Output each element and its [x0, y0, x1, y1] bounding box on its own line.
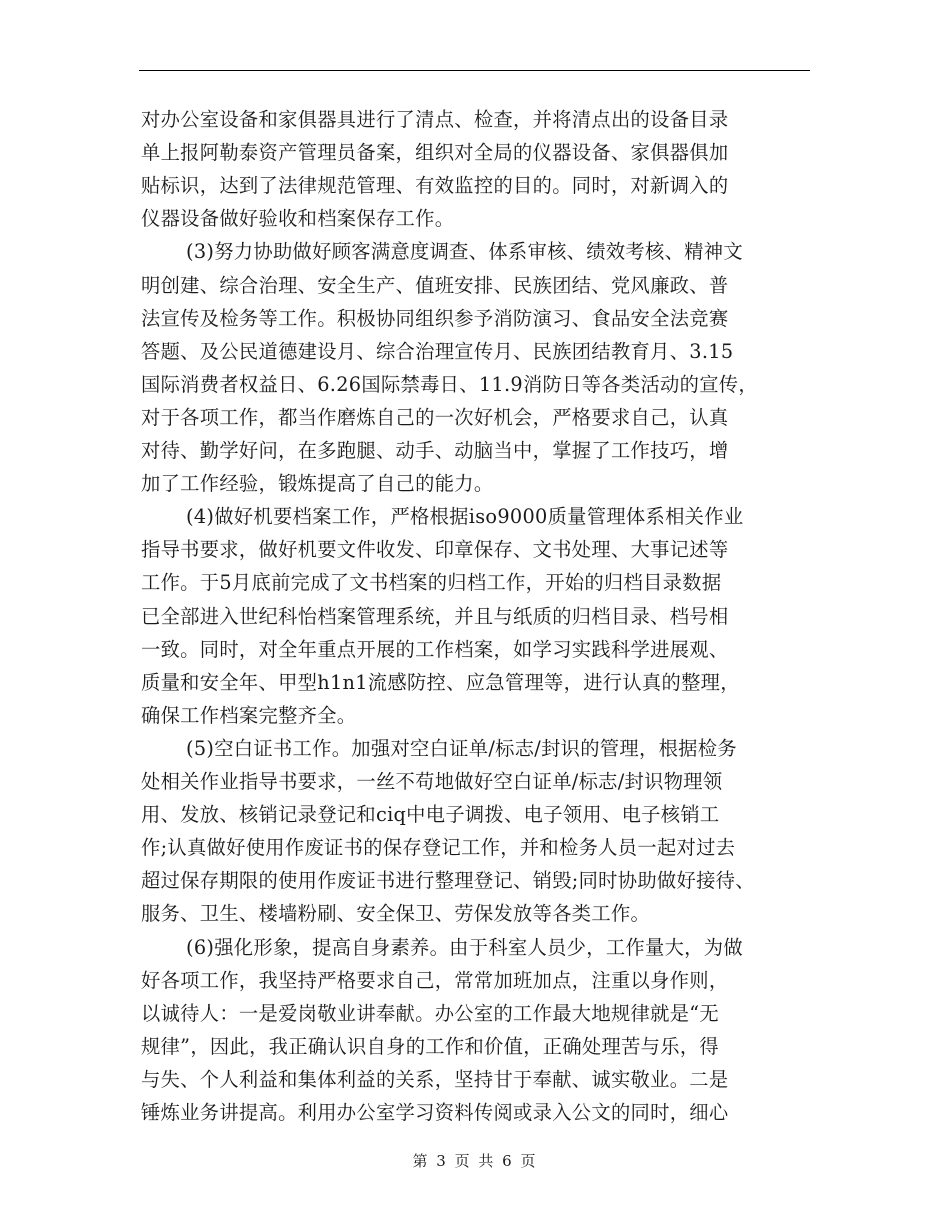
text-line: 贴标识，达到了法律规范管理、有效监控的目的。同时，对新调入的 [141, 174, 729, 198]
text-line: 加了工作经验，锻炼提高了自己的能力。 [141, 472, 494, 496]
text-line: 好各项工作，我坚持严格要求自己，常常加班加点，注重以身作则， [141, 968, 729, 992]
text-line: 对办公室设备和家俱器具进行了清点、检查，并将清点出的设备目录 [141, 108, 729, 131]
text-line: 对于各项工作，都当作磨炼自己的一次好机会，严格要求自己，认真 [141, 405, 729, 429]
text-line: 以诚待人：一是爱岗敬业讲奉献。办公室的工作最大地规律就是“无 [141, 1001, 720, 1025]
text-line: 用、发放、核销记录登记和ciq中电子调拨、电子领用、电子核销工 [141, 803, 720, 827]
text-line: 作;认真做好使用作废证书的保存登记工作，并和检务人员一起对过去 [141, 836, 736, 860]
page-number-footer: 第 3 页 共 6 页 [412, 1152, 538, 1170]
paragraph-start-line: (3)努力协助做好顾客满意度调查、体系审核、绩效考核、精神文 [186, 240, 743, 264]
paragraph-start-line: (6)强化形象，提高自身素养。由于科室人员少，工作量大，为做 [186, 935, 743, 959]
text-line: 国际消费者权益日、6.26国际禁毒日、11.9消防日等各类活动的宣传， [141, 372, 758, 396]
paragraph-start-line: (4)做好机要档案工作，严格根据iso9000质量管理体系相关作业 [186, 505, 744, 529]
text-line: 答题、及公民道德建设月、综合治理宣传月、民族团结教育月、3.15 [141, 339, 734, 363]
text-line: 质量和安全年、甲型h1n1流感防控、应急管理等，进行认真的整理， [141, 670, 740, 694]
header-rule [139, 70, 810, 71]
text-line: 指导书要求，做好机要文件收发、印章保存、文书处理、大事记述等 [141, 538, 729, 562]
text-line: 已全部进入世纪科怡档案管理系统，并且与纸质的归档目录、档号相 [141, 604, 729, 628]
text-line: 对待、勤学好问，在多跑腿、动手、动脑当中，掌握了工作技巧，增 [141, 439, 729, 462]
text-line: 服务、卫生、楼墙粉刷、安全保卫、劳保发放等各类工作。 [141, 902, 651, 926]
text-line: 一致。同时，对全年重点开展的工作档案，如学习实践科学进展观、 [141, 637, 729, 661]
text-line: 明创建、综合治理、安全生产、值班安排、民族团结、党风廉政、普 [141, 273, 729, 297]
text-line: 处相关作业指导书要求，一丝不苟地做好空白证单/标志/封识物理领 [141, 770, 723, 793]
text-line: 工作。于5月底前完成了文书档案的归档工作，开始的归档目录数据 [141, 571, 722, 595]
paragraph-start-line: (5)空白证书工作。加强对空白证单/标志/封识的管理，根据检务 [186, 736, 737, 760]
text-line: 规律”，因此，我正确认识自身的工作和价值，正确处理苦与乐，得 [141, 1034, 720, 1058]
text-line: 单上报阿勒泰资产管理员备案，组织对全局的仪器设备、家俱器俱加 [141, 141, 729, 165]
text-line: 仪器设备做好验收和档案保存工作。 [141, 207, 455, 231]
text-line: 与失、个人利益和集体利益的关系，坚持甘于奉献、诚实敬业。二是 [141, 1067, 729, 1091]
text-line: 锤炼业务讲提高。利用办公室学习资料传阅或录入公文的同时，细心 [141, 1101, 729, 1124]
text-line: 确保工作档案完整齐全。 [141, 703, 357, 727]
text-line: 法宣传及检务等工作。积极协同组织参予消防演习、食品安全法竞赛 [141, 306, 729, 330]
text-line: 超过保存期限的使用作废证书进行整理登记、销毁;同时协助做好接待、 [141, 869, 755, 893]
